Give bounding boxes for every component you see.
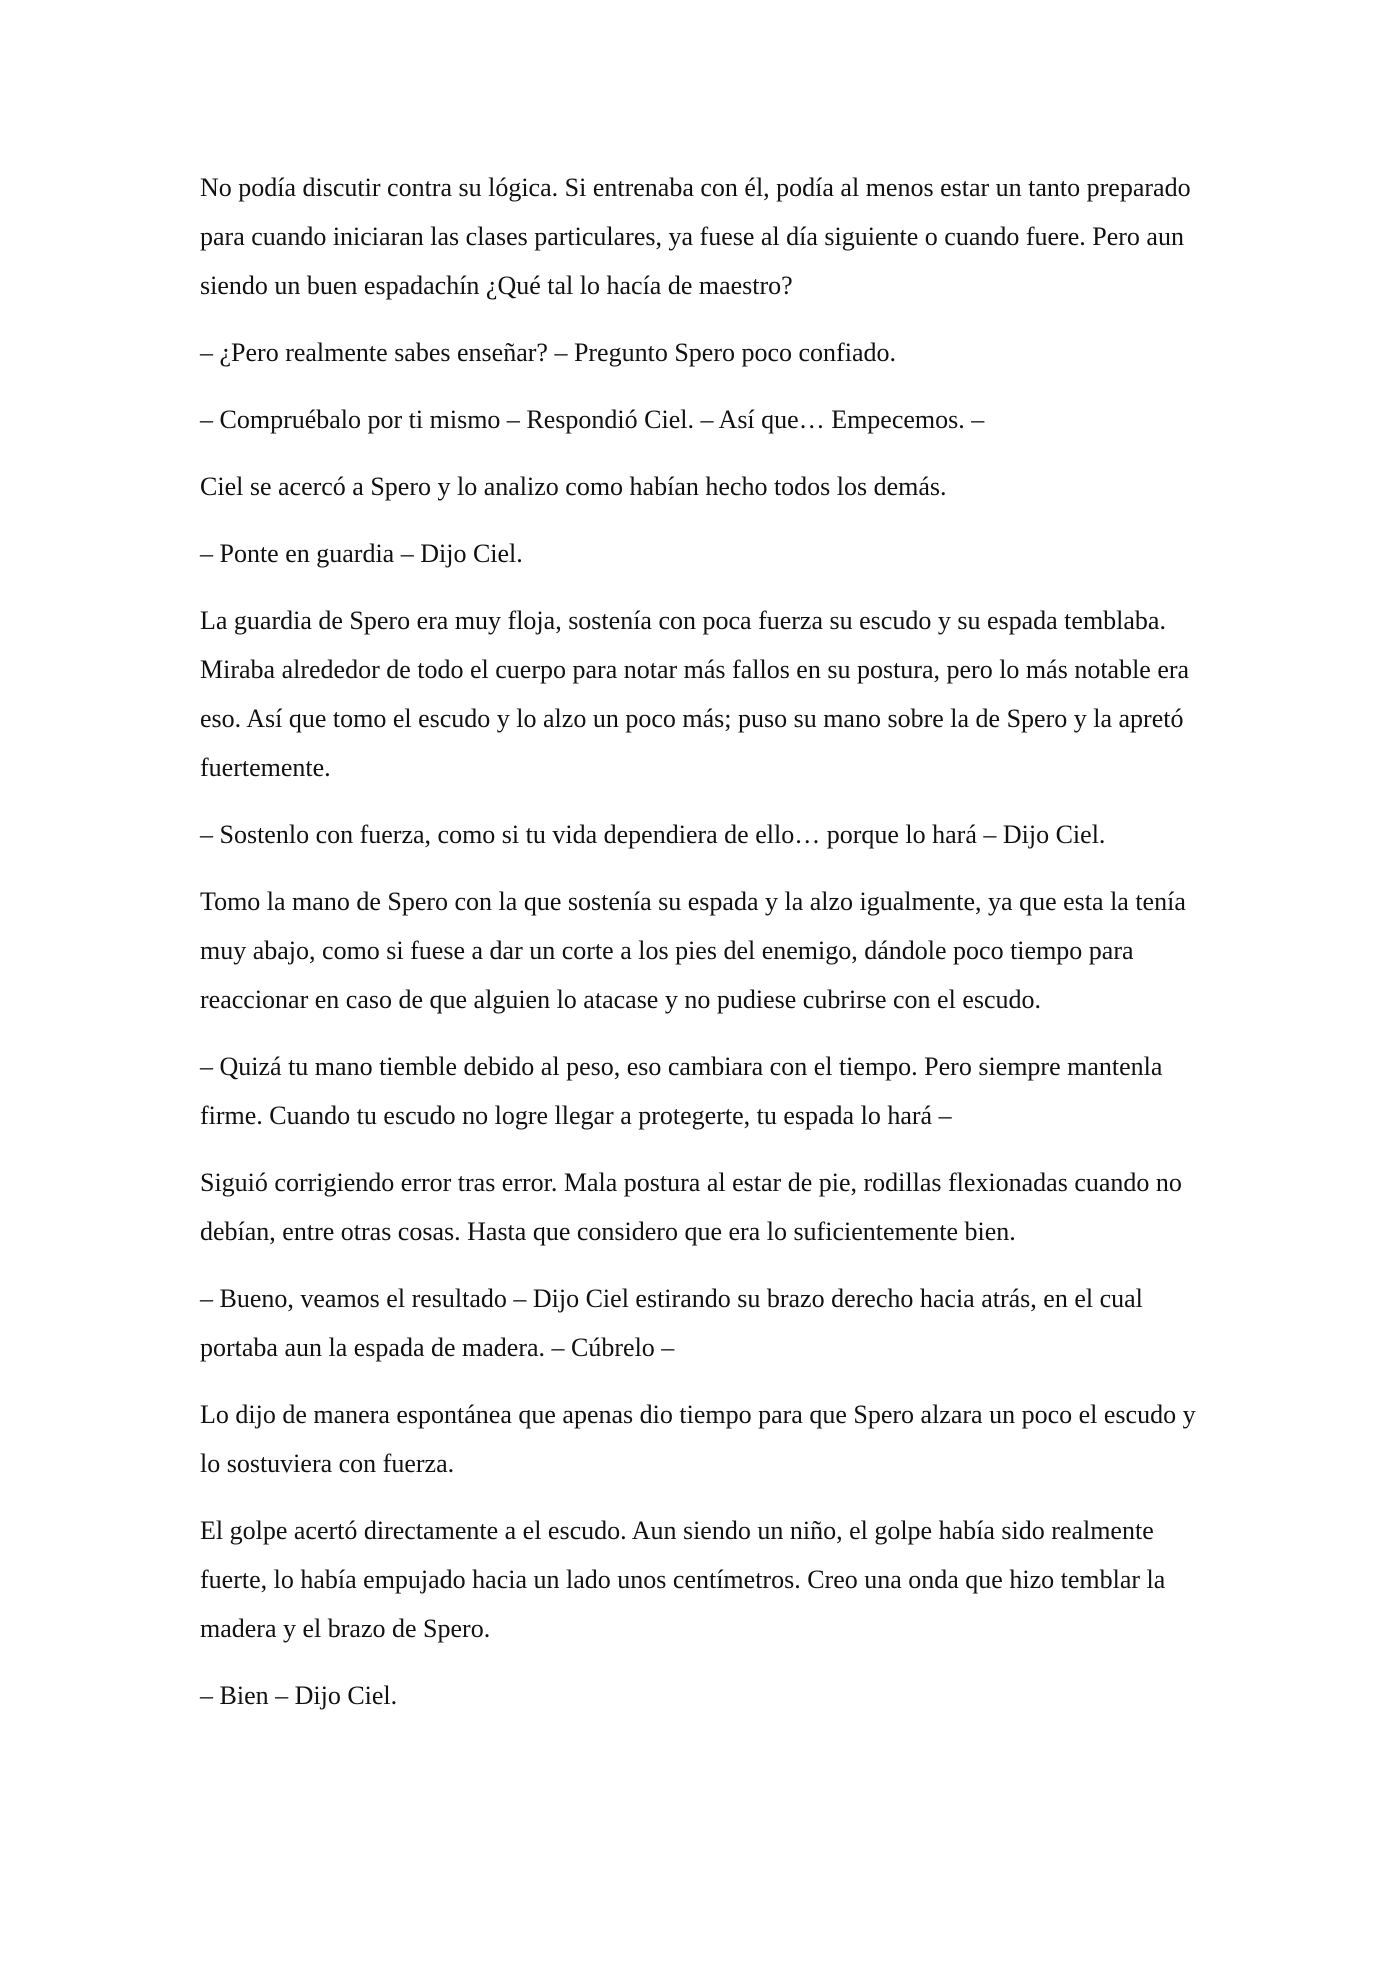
dialogue-line: – Bueno, veamos el resultado – Dijo Ciel estirando su brazo derecho hacia atrás, en el cual portaba aun la espada de madera. – Cúbrelo – xyxy=(200,1284,1143,1362)
paragraph: No podía discutir contra su lógica. Si entrenaba con él, podía al menos estar un tanto preparado para cuando iniciaran las clases particulares, ya fuese al día siguiente o cuando fuere. Pero aun siendo un buen espadachín ¿Qué tal lo hacía de maestro? xyxy=(200,173,1191,300)
paragraph: Tomo la mano de Spero con la que sostenía su espada y la alzo igualmente, ya que esta la tenía muy abajo, como si fuese a dar un corte a los pies del enemigo, dándole poco tiempo para reaccionar en caso de que alguien lo atacase y no pudiese cubrirse con el escudo. xyxy=(200,887,1186,1014)
paragraph: El golpe acertó directamente a el escudo. Aun siendo un niño, el golpe había sido realmente fuerte, lo había empujado hacia un lado unos centímetros. Creo una onda que hizo temblar la madera y el brazo de Spero. xyxy=(200,1516,1166,1643)
paragraph: La guardia de Spero era muy floja, sostenía con poca fuerza su escudo y su espada temblaba. Miraba alrededor de todo el cuerpo para notar más fallos en su postura, pero lo más notable era eso. Así que tomo el escudo y lo alzo un poco más; puso su mano sobre la de Spero y la apretó fuertemente. xyxy=(200,606,1190,782)
dialogue-line: – Sostenlo con fuerza, como si tu vida dependiera de ello… porque lo hará – Dijo Ciel. xyxy=(200,820,1106,849)
paragraph: Lo dijo de manera espontánea que apenas dio tiempo para que Spero alzara un poco el escudo y lo sostuviera con fuerza. xyxy=(200,1400,1196,1478)
dialogue-line: – Ponte en guardia – Dijo Ciel. xyxy=(200,539,523,568)
dialogue-line: – Bien – Dijo Ciel. xyxy=(200,1681,398,1710)
dialogue-line: – ¿Pero realmente sabes enseñar? – Pregunto Spero poco confiado. xyxy=(200,338,896,367)
paragraph: Siguió corrigiendo error tras error. Mala postura al estar de pie, rodillas flexionadas cuando no debían, entre otras cosas. Hasta que considero que era lo suficientemente bien. xyxy=(200,1168,1182,1246)
dialogue-line: – Compruébalo por ti mismo – Respondió Ciel. – Así que… Empecemos. – xyxy=(200,405,985,434)
paragraph: Ciel se acercó a Spero y lo analizo como habían hecho todos los demás. xyxy=(200,472,947,501)
dialogue-line: – Quizá tu mano tiemble debido al peso, eso cambiara con el tiempo. Pero siempre mantenla firme. Cuando tu escudo no logre llegar a protegerte, tu espada lo hará – xyxy=(200,1052,1163,1130)
document-body xyxy=(200,163,1200,1738)
